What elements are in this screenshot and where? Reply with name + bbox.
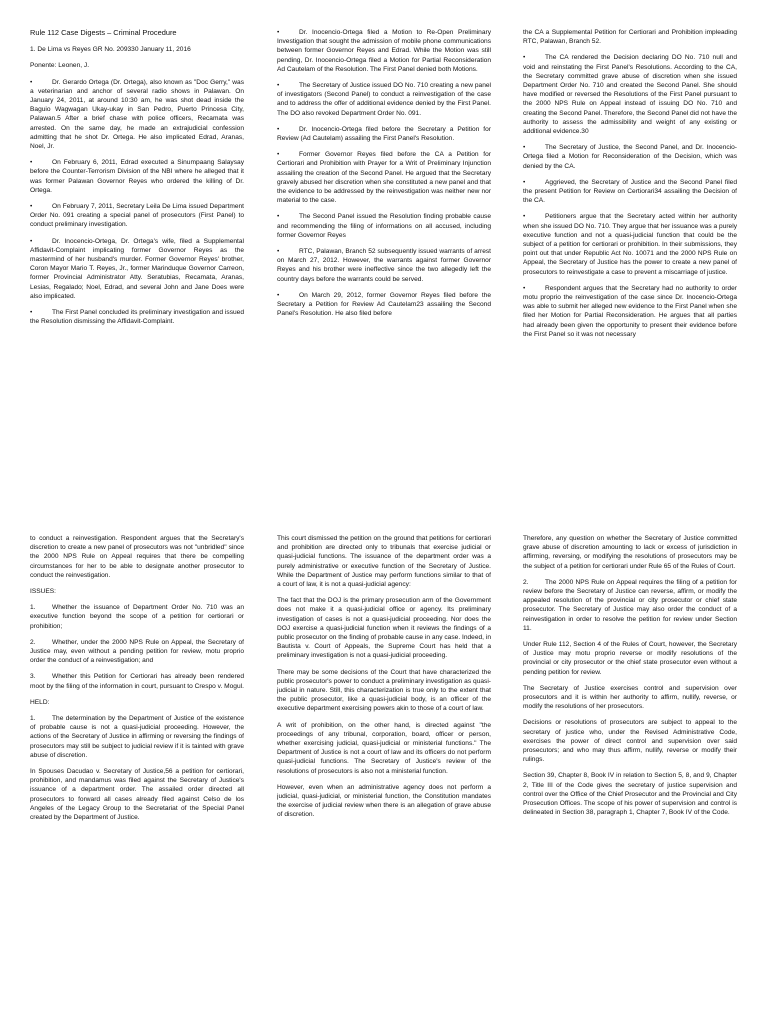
paragraph-number: 2. (523, 578, 529, 586)
paragraph-text: On February 7, 2011, Secretary Leila De Lima issued Department Order No. 091 creating a special panel of prosecutors (First Panel) to conduct preliminary investigation. (30, 203, 244, 229)
paragraph: Decisions or resolutions of prosecutors are subject to appeal to the secretary of justice who, under the Revised Administrative Code, exercises the power of direct control and supervision over said prosecutors; and who may thus affirm, nullify, reverse or modify their rulings. (523, 719, 737, 764)
paragraph: There may be some decisions of the Court that have characterized the public prosecutor's power to conduct a preliminary investigation as quasi-judicial in nature. Still, this characterization is true only to the extent that the public prosecutor, like a quasi-judicial body, is an officer of the executive department exercising powers akin to those of a court of law. (277, 668, 491, 713)
bullet-icon: • (277, 213, 280, 221)
paragraph-text: Whether this Petition for Certiorari has already been rendered moot by the filing of the information in court, pursuant to Crespo v. Mogul. (30, 673, 244, 690)
numbered-paragraph (30, 638, 244, 666)
bullet-icon: • (30, 159, 33, 167)
paragraph-text: The 2000 NPS Rule on Appeal requires the filing of a petition for review before the Secretary of Justice can reverse, affirm, or modify the appealed resolution of the provincial or city prosecutor or chief state prosecutor. The Secretary of Justice may also order the conduct of a reinvestigation in order to resolve the petition for review under Section 11. (523, 578, 737, 632)
bullet-paragraph (523, 212, 737, 276)
bullet-icon: • (277, 151, 280, 159)
bullet-paragraph (277, 150, 491, 205)
paragraph-text: Dr. Inocencio-Ortega filed a Motion to Re-Open Preliminary Investigation that sought the admission of mobile phone communications between former Governor Reyes and Edrad. While the Motion was still pending, Dr. Inocencio-Ortega filed a Motion for Partial Reconsideration Ad Cautelam of the Resolution. The First Panel denied both Motions. (277, 29, 491, 73)
paragraph-text: The determination by the Department of Justice of the existence of probable cause is not a quasi-judicial proceeding. However, the actions of the Secretary of Justice in affirming or reversing the findings of prosecutors may still be subject to judicial review if it is tainted with grave abuse of discretion. (30, 715, 244, 759)
paragraph-text: RTC, Palawan, Branch 52 subsequently issued warrants of arrest on March 27, 2012. However, the warrants against former Governor Reyes and his brother were ineffective since the two allegedly left the country days before the warrants could be served. (277, 248, 491, 283)
paragraph: However, even when an administrative agency does not perform a judicial, quasi-judicial, or ministerial function, the Constitution mandates the exercise of judicial review when there is an allegation of grave abuse of discretion. (277, 783, 491, 819)
bullet-paragraph (277, 212, 491, 240)
paragraph-text: Dr. Inocencio-Ortega, Dr. Ortega's wife, filed a Supplemental Affidavit-Complaint implicating former Governor Reyes as the mastermind of her husband's murder. Former Governor Reyes' brother, Coron Mayor Mario T. Reyes, Jr., former Marinduque Governor Carreon, former Provincial Administrator Atty. Seratubias, Recamata, Aranas, Lesias, Regalado; Noel, Edrad, and several John and Jane Does were also implicated. (30, 237, 244, 300)
paragraph: HELD: (30, 698, 50, 706)
page-top-sheet (0, 0, 768, 505)
paragraph: the CA a Supplemental Petition for Certiorari and Prohibition impleading RTC, Palawan, Branch 52. (523, 29, 737, 46)
bullet-icon: • (30, 203, 33, 211)
paragraph-number: 2. (30, 638, 36, 646)
bullet-paragraph (30, 237, 244, 301)
paragraph-text: The CA rendered the Decision declaring DO No. 710 null and void and reinstating the First Panel's Resolutions. According to the CA, the Secretary committed grave abuse of discretion when she issued Department Order No. 710 and created the Second Panel. She should have modified or reversed the Resolutions of the First Panel pursuant to the 2000 NPS Rule on Appeal instead of issuing DO No. 710 and creating the Second Panel. Therefore, the Second Panel did not have the authority to assess the admissibility and weight of any existing or additional evidence.30 (523, 54, 737, 136)
paragraph-text: Dr. Gerardo Ortega (Dr. Ortega), also known as "Doc Gerry," was a veterinarian and anchor of several radio shows in Palawan. On January 24, 2011, at around 10:30 am, he was shot dead inside the Baguio Wagwagan Ukay-ukay in San Pedro, Puerto Princesa City, Palawan.5 After a brief chase with police officers, Recamata was arrested. On the same day, he made an extrajudicial confession admitting that he shot Dr. Ortega. He also implicated Edrad, Aranas, Noel, Jr. (30, 78, 244, 151)
bullet-paragraph (277, 125, 491, 143)
paragraph-text: The Secretary of Justice, the Second Panel, and Dr. Inocencio-Ortega filed a Motion for Reconsideration of the Decision, which was denied by the CA. (523, 144, 737, 170)
bullet-icon: • (30, 78, 33, 86)
paragraph: This court dismissed the petition on the ground that petitions for certiorari and prohibition are directed only to tribunals that exercise judicial or quasi-judicial functions. The issuance of the department order was a purely administrative or executive function of the Secretary of Justice. While the Department of Justice may perform functions similar to that of a court of law, it is not a quasi-judicial agency: (277, 535, 491, 589)
bullet-icon: • (523, 213, 526, 221)
paragraph-text: Respondent argues that the Secretary had no authority to order motu proprio the reinvestigation of the case since Dr. Inocencio-Ortega was able to submit her alleged new evidence to the First Panel when she filed her Motion for Partial Reconsideration. He argues that all parties had already been given the opportunity to present their evidence before the First Panel so it was not necessary (523, 284, 737, 338)
paragraph-text: Aggrieved, the Secretary of Justice and the Second Panel filed the present Petition for Review on Certiorari34 assailing the Decision of the CA. (523, 178, 737, 205)
bullet-icon: • (30, 237, 33, 245)
paragraph-text: Whether, under the 2000 NPS Rule on Appeal, the Secretary of Justice may, even without a pending petition for review, motu proprio order the conduct of a reinvestigation; and (30, 638, 244, 665)
numbered-paragraph (30, 714, 244, 760)
bullet-paragraph (523, 284, 737, 339)
bullet-icon: • (523, 284, 526, 292)
paragraph: Section 39, Chapter 8, Book IV in relation to Section 5, 8, and 9, Chapter 2, Title III of the Code gives the secretary of justice supervision and control over the Office of the Chief Prosecutor and the Provincial and City Prosecution Offices. The scope of his power of supervision and control is delineated in Section 38, paragraph 1, Chapter 7, Book IV of the Code. (523, 772, 737, 817)
paragraph-text: The Second Panel issued the Resolution finding probable cause and recommending the filing of informations on all accused, including former Governor Reyes (277, 213, 491, 239)
paragraph-text: On March 29, 2012, former Governor Reyes filed before the Secretary a Petition for Review Ad Cautelam23 assailing the Second Panel's Resolution. He also filed before (277, 291, 491, 318)
bullet-paragraph (30, 202, 244, 230)
paragraph: to conduct a reinvestigation. Respondent argues that the Secretary's discretion to create a new panel of prosecutors was not "unbridled" since the 2000 NPS Rule on Appeal requires that there be compelling circumstances for her to be able to designate another prosecutor to conduct the reinvestigation. (30, 535, 244, 579)
paragraph-text: Petitioners argue that the Secretary acted within her authority when she issued DO No. 710. They argue that her issuance was a purely executive function and not a quasi-judicial function that could be the subject of a petition for certiorari or prohibition. In their submissions, they point out that under Republic Act No. 10071 and the 2000 NPS Rule on Appeal, the Secretary of Justice has the power to create a new panel of prosecutors to reinvestigate a case to prevent a miscarriage of justice. (523, 213, 737, 276)
paragraph-number: 1. (30, 604, 36, 612)
paragraph: Therefore, any question on whether the Secretary of Justice committed grave abuse of discretion amounting to lack or excess of jurisdiction in affirming, reversing, or modifying the resolutions of prosecutors may be the subject of a petition for certiorari under Rule 65 of the Rules of Court. (523, 535, 737, 570)
paragraph-text: Former Governor Reyes filed before the CA a Petition for Certiorari and Prohibition with Prayer for a Writ of Preliminary Injunction assailing the creation of the Second Panel. He argued that the Secretary gravely abused her discretion when she constituted a new panel and that the evidence to be addressed by the reinvestigation was neither new nor material to the case. (277, 151, 491, 205)
paragraph-text: Whether the issuance of Department Order No. 710 was an executive function beyond the scope of a petition for certiorari or prohibition; (30, 604, 244, 630)
numbered-paragraph (30, 603, 244, 631)
bullet-paragraph (523, 178, 737, 206)
bullet-paragraph (523, 53, 737, 136)
top-column-1 (30, 28, 244, 498)
paragraph: ISSUES: (30, 588, 57, 596)
bullet-paragraph (277, 247, 491, 284)
bullet-paragraph (277, 291, 491, 319)
numbered-paragraph (30, 672, 244, 690)
bullet-icon: • (277, 125, 280, 133)
bullet-paragraph (523, 143, 737, 171)
paragraph: The Secretary of Justice exercises control and supervision over prosecutors and it is within her authority to affirm, nullify, reverse, or modify the resolutions of her prosecutors. (523, 684, 737, 711)
bullet-icon: • (277, 82, 280, 90)
paragraph: The fact that the DOJ is the primary prosecution arm of the Government does not make it a quasi-judicial office or agency. Its preliminary investigation of cases is not a quasi-judicial proceeding. Nor does the DOJ exercise a quasi-judicial function when it reviews the findings of a public prosecutor on the finding of probable cause in any case. Indeed, in Bautista v. Court of Appeals, the Supreme Court has held that a preliminary investigation is not a quasi-judicial proceeding. (277, 597, 491, 660)
paragraph-text: On February 6, 2011, Edrad executed a Sinumpaang Salaysay before the Counter-Terrorism Division of the NBI where he alleged that it was former Palawan Governor Reyes who ordered the killing of Dr. Ortega. (30, 159, 244, 194)
bottom-column-3 (523, 534, 737, 1014)
bullet-icon: • (523, 178, 526, 186)
paragraph-text: The First Panel concluded its preliminary investigation and issued the Resolution dismissing the Affidavit-Complaint. (30, 309, 244, 326)
bullet-paragraph (30, 158, 244, 195)
paragraph: Under Rule 112, Section 4 of the Rules of Court, however, the Secretary of Justice may motu proprio reverse or modify resolutions of the provincial or city prosecutor or the chief state prosecutor even without a pending petition for review. (523, 641, 737, 676)
bullet-icon: • (523, 144, 526, 152)
bullet-paragraph (277, 28, 491, 74)
paragraph: Ponente: Leonen, J. (30, 62, 90, 70)
paragraph: In Spouses Dacudao v. Secretary of Justice,56 a petition for certiorari, prohibition, and mandamus was filed against the Secretary of Justice's issuance of a department order. The assailed order directed all prosecutors to forward all cases already filed against Celso de los Angeles of the Legacy Group to the Secretariat of the Special Panel created by the Department of Justice. (30, 768, 244, 822)
bullet-paragraph (30, 308, 244, 326)
paragraph-text: The Secretary of Justice issued DO No. 710 creating a new panel of investigators (Second Panel) to conduct a reinvestigation of the case and to address the offer of additional evidence denied by the First Panel. The DO also revoked Department Order No. 091. (277, 82, 491, 117)
bottom-column-2 (277, 534, 491, 1014)
paragraph: A writ of prohibition, on the other hand, is directed against "the proceedings of any tribunal, corporation, board, officer or person, whether exercising judicial, quasi-judicial or ministerial functions." The Department of Justice is not a court of law and its officers do not perform quasi-judicial functions. The Secretary of Justice's review of the resolutions of prosecutors is also not a ministerial function. (277, 721, 491, 775)
paragraph-text: Dr. Inocencio-Ortega filed before the Secretary a Petition for Review (Ad Cautelam) assailing the First Panel's Resolution. (277, 125, 491, 143)
paragraph-number: 3. (30, 673, 36, 681)
bullet-icon: • (277, 29, 280, 36)
top-column-3 (523, 28, 737, 498)
paragraph: 1. De Lima vs Reyes GR No. 209330 January 11, 2016 (30, 46, 191, 54)
numbered-paragraph (523, 578, 737, 633)
bullet-icon: • (523, 54, 526, 62)
page-bottom-sheet (0, 522, 768, 1024)
page-divider (0, 508, 768, 520)
document-title: Rule 112 Case Digests – Criminal Procedure (30, 28, 177, 37)
bullet-paragraph (30, 78, 244, 152)
top-column-2 (277, 28, 491, 498)
paragraph-number: 1. (30, 715, 36, 723)
bullet-icon: • (277, 248, 280, 256)
bullet-paragraph (277, 81, 491, 118)
bottom-column-1 (30, 534, 244, 1014)
bullet-icon: • (30, 309, 33, 317)
bullet-icon: • (277, 291, 280, 299)
